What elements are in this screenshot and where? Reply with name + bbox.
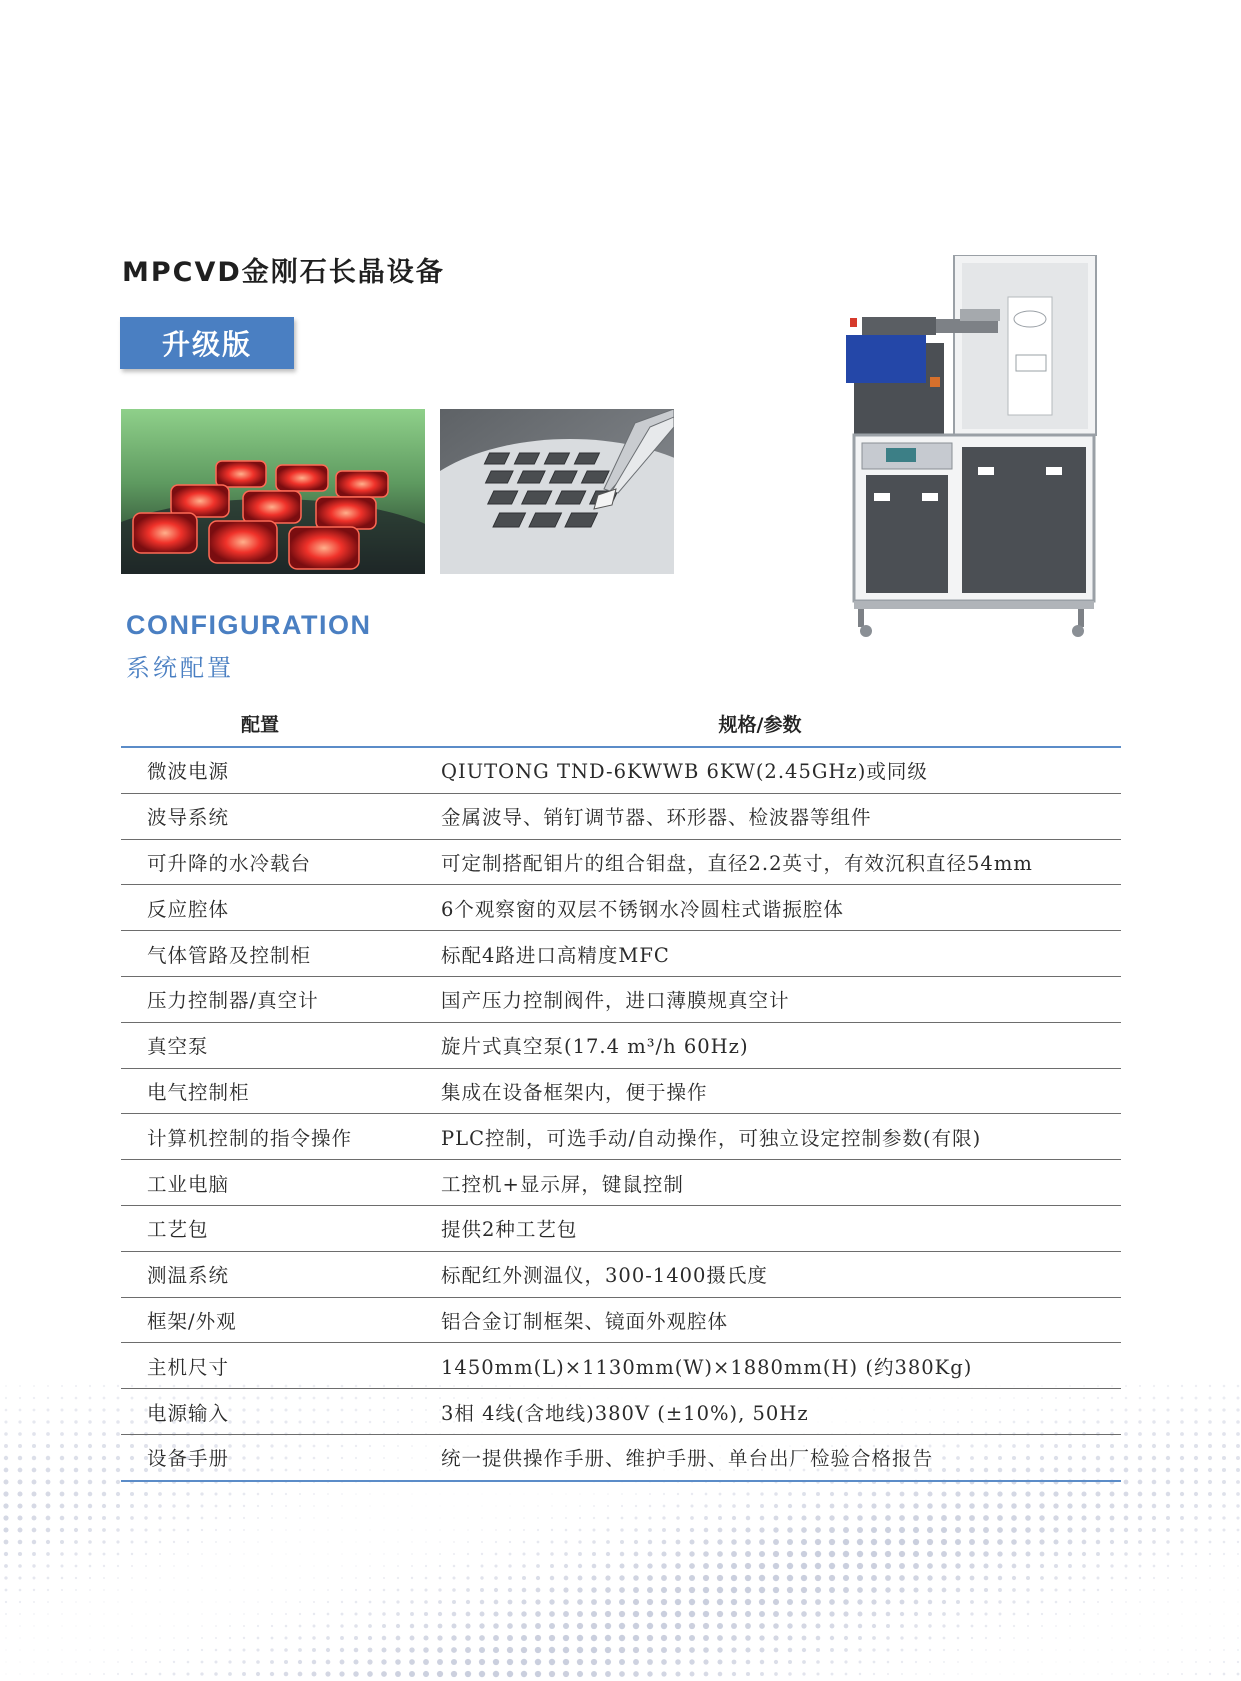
table-header-row bbox=[121, 700, 1121, 747]
spec-value: 标配红外测温仪，300-1400摄氏度 bbox=[399, 1251, 1121, 1297]
config-item: 反应腔体 bbox=[121, 885, 399, 931]
config-item: 波导系统 bbox=[121, 793, 399, 839]
header-config: 配置 bbox=[121, 700, 399, 747]
config-item: 计算机控制的指令操作 bbox=[121, 1114, 399, 1160]
table-row bbox=[121, 976, 1121, 1022]
table-row bbox=[121, 1389, 1121, 1435]
config-item: 工艺包 bbox=[121, 1205, 399, 1251]
spec-value: 国产压力控制阀件，进口薄膜规真空计 bbox=[399, 976, 1121, 1022]
config-item: 测温系统 bbox=[121, 1251, 399, 1297]
table-row bbox=[121, 1068, 1121, 1114]
table-row bbox=[121, 931, 1121, 977]
table-row bbox=[121, 747, 1121, 793]
table-row bbox=[121, 1434, 1121, 1480]
table-row bbox=[121, 885, 1121, 931]
table-row bbox=[121, 1160, 1121, 1206]
mpcvd-machine-image bbox=[840, 255, 1110, 641]
spec-table bbox=[121, 700, 1121, 1482]
configuration-heading-zh: 系统配置 bbox=[126, 654, 234, 682]
diamond-wafer-photo bbox=[440, 409, 674, 574]
spec-value: 6个观察窗的双层不锈钢水冷圆柱式谐振腔体 bbox=[399, 885, 1121, 931]
table-row bbox=[121, 1114, 1121, 1160]
configuration-heading-en: CONFIGURATION bbox=[126, 610, 372, 640]
config-item: 电气控制柜 bbox=[121, 1068, 399, 1114]
table-row bbox=[121, 839, 1121, 885]
table-row bbox=[121, 1022, 1121, 1068]
header-spec: 规格/参数 bbox=[399, 700, 1121, 747]
spec-value: QIUTONG TND-6KWWB 6KW(2.45GHz)或同级 bbox=[399, 747, 1121, 793]
version-badge: 升级版 bbox=[120, 317, 294, 369]
spec-value: 1450mm(L)×1130mm(W)×1880mm(H) (约380Kg) bbox=[399, 1343, 1121, 1389]
config-item: 可升降的水冷载台 bbox=[121, 839, 399, 885]
spec-value: 工控机+显示屏，键鼠控制 bbox=[399, 1160, 1121, 1206]
spec-value: 旋片式真空泵(17.4 m³/h 60Hz) bbox=[399, 1022, 1121, 1068]
config-item: 主机尺寸 bbox=[121, 1343, 399, 1389]
spec-value: PLC控制，可选手动/自动操作，可独立设定控制参数(有限) bbox=[399, 1114, 1121, 1160]
table-row bbox=[121, 1205, 1121, 1251]
table-row bbox=[121, 1251, 1121, 1297]
diamond-growth-photo bbox=[121, 409, 425, 574]
config-item: 设备手册 bbox=[121, 1434, 399, 1480]
spec-value: 标配4路进口高精度MFC bbox=[399, 931, 1121, 977]
spec-value: 集成在设备框架内，便于操作 bbox=[399, 1068, 1121, 1114]
spec-value: 3相 4线(含地线)380V (±10%), 50Hz bbox=[399, 1389, 1121, 1435]
config-item: 微波电源 bbox=[121, 747, 399, 793]
table-row bbox=[121, 793, 1121, 839]
config-item: 框架/外观 bbox=[121, 1297, 399, 1343]
table-row bbox=[121, 1297, 1121, 1343]
config-item: 真空泵 bbox=[121, 1022, 399, 1068]
config-item: 压力控制器/真空计 bbox=[121, 976, 399, 1022]
spec-value: 提供2种工艺包 bbox=[399, 1205, 1121, 1251]
config-item: 气体管路及控制柜 bbox=[121, 931, 399, 977]
page-title: MPCVD金刚石长晶设备 bbox=[122, 257, 445, 288]
spec-table-body bbox=[121, 747, 1121, 1481]
spec-value: 统一提供操作手册、维护手册、单台出厂检验合格报告 bbox=[399, 1434, 1121, 1480]
spec-value: 金属波导、销钉调节器、环形器、检波器等组件 bbox=[399, 793, 1121, 839]
config-item: 电源输入 bbox=[121, 1389, 399, 1435]
spec-value: 可定制搭配钼片的组合钼盘，直径2.2英寸，有效沉积直径54mm bbox=[399, 839, 1121, 885]
config-item: 工业电脑 bbox=[121, 1160, 399, 1206]
table-row bbox=[121, 1343, 1121, 1389]
spec-value: 铝合金订制框架、镜面外观腔体 bbox=[399, 1297, 1121, 1343]
